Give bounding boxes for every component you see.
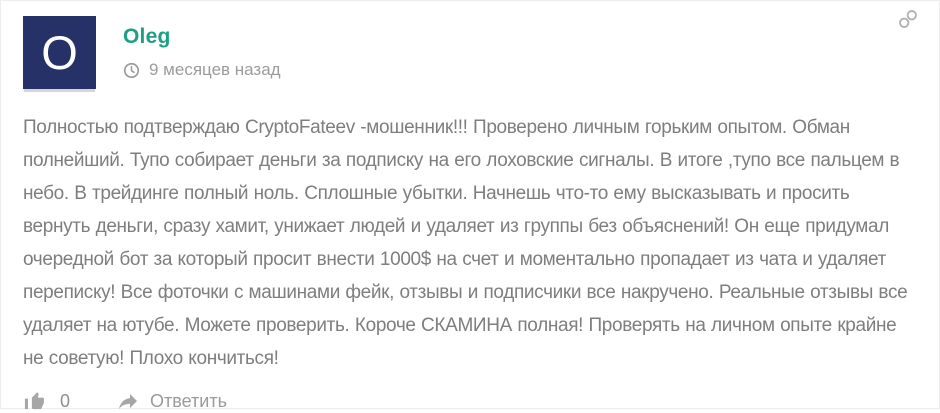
author-name: Oleg xyxy=(123,25,171,48)
reply-label: Ответить xyxy=(150,390,227,411)
vote-count: 0 xyxy=(60,390,71,411)
thumbs-up-icon xyxy=(23,390,46,413)
comment-text: Полностью подтверждаю CryptoFateev -мошенник!!! Проверено личным горьким опытом. Обман полнейший. Тупо собирает деньги за подписку на его лоховские сигналы. В итоге ,тупо все пальцем в небо. В трейдинге полный ноль. Сплошные убытки. Начнешь что-то ему высказывать и просить вернуть деньги, сразу хамит, унижает людей и удаляет из группы без объяснений! Он еще придумал очередной бот за который просит внести 1000$ на счет и моментально пропадает из чата и удаляет переписку! Все фоточки с машинами фейк, отзывы и подписчики все накручено. Реальные отзывы все удаляет на ютубе. Можете проверить. Короче СКАМИНА полная! Проверять на личном опыте крайне не советую! Плохо кончиться! xyxy=(23,117,908,369)
comment-meta xyxy=(123,16,281,80)
reply-arrow-icon xyxy=(116,389,140,413)
avatar: O xyxy=(23,16,96,89)
comment-header xyxy=(1,1,939,89)
timestamp-row xyxy=(123,60,281,80)
reply-button[interactable] xyxy=(116,389,227,413)
timestamp-label: 9 месяцев назад xyxy=(149,60,281,79)
comment-footer xyxy=(23,389,917,413)
link-icon[interactable] xyxy=(896,7,920,31)
like-button[interactable] xyxy=(23,390,70,413)
clock-icon xyxy=(123,62,140,79)
